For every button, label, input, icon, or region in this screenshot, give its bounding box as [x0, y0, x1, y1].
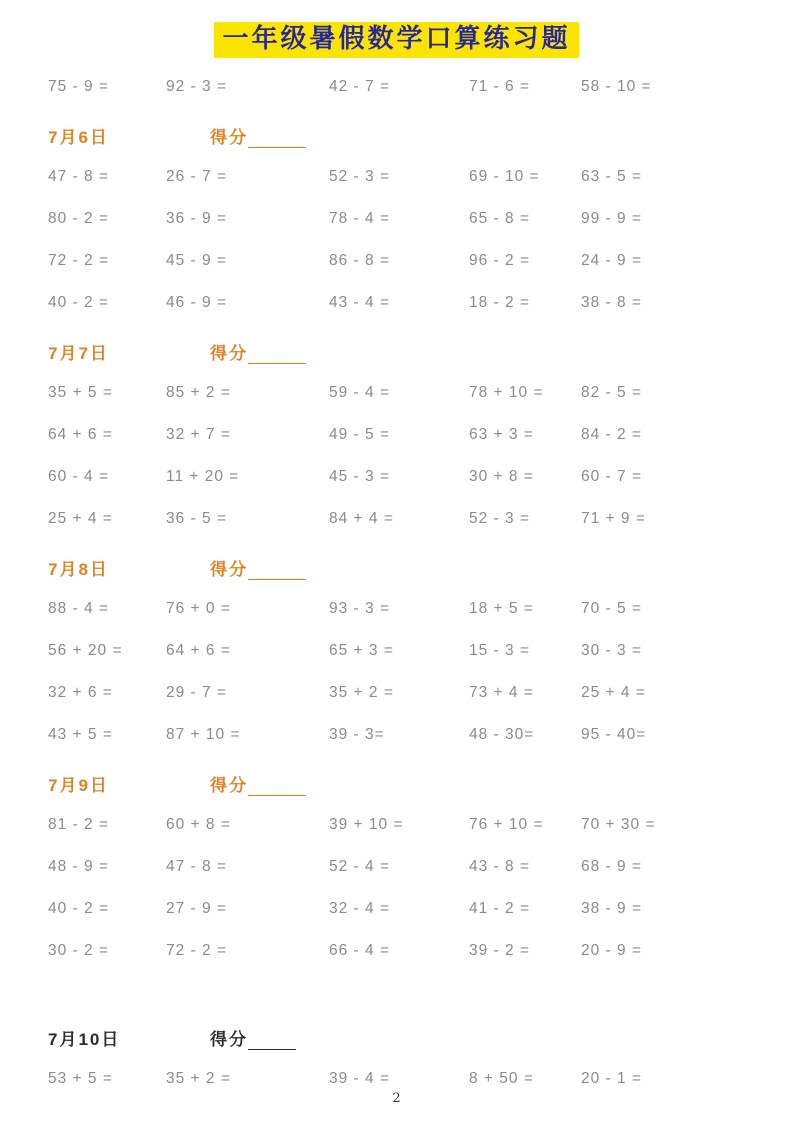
section-header	[0, 542, 793, 588]
problem-cell: 11 + 20 =	[166, 467, 240, 485]
problem-cell: 18 - 2 =	[469, 293, 530, 311]
problem-cell: 40 - 2 =	[48, 899, 109, 917]
problem-cell: 96 - 2 =	[469, 251, 530, 269]
problem-cell: 56 + 20 =	[48, 641, 123, 659]
problem-row	[0, 630, 793, 672]
problem-cell: 25 + 4 =	[581, 683, 646, 701]
problem-cell: 24 - 9 =	[581, 251, 642, 269]
problem-cell: 20 - 1 =	[581, 1069, 642, 1087]
problem-cell: 85 + 2 =	[166, 383, 231, 401]
problem-cell: 78 - 4 =	[329, 209, 390, 227]
problem-cell: 68 - 9 =	[581, 857, 642, 875]
problem-cell: 59 - 4 =	[329, 383, 390, 401]
problem-cell: 48 - 30=	[469, 725, 535, 743]
problem-cell: 71 - 6 =	[469, 77, 530, 95]
date-label: 7月7日	[48, 343, 109, 363]
worksheet-body	[0, 66, 793, 1100]
section-header	[0, 758, 793, 804]
problem-cell: 63 - 5 =	[581, 167, 642, 185]
problem-cell: 60 - 4 =	[48, 467, 109, 485]
problem-cell: 8 + 50 =	[469, 1069, 534, 1087]
problem-cell: 88 - 4 =	[48, 599, 109, 617]
problem-cell: 39 - 3=	[329, 725, 385, 743]
problem-cell: 70 + 30 =	[581, 815, 656, 833]
problem-cell: 64 + 6 =	[166, 641, 231, 659]
problem-row	[0, 588, 793, 630]
problem-cell: 32 + 6 =	[48, 683, 113, 701]
problem-row	[0, 414, 793, 456]
problem-cell: 71 + 9 =	[581, 509, 646, 527]
problem-row	[0, 156, 793, 198]
score-label: 得分	[210, 127, 248, 147]
score-label: 得分	[210, 343, 248, 363]
problem-row	[0, 240, 793, 282]
score-blank-line	[248, 131, 306, 148]
section-header	[0, 1012, 793, 1058]
problem-row	[0, 930, 793, 972]
problem-cell: 25 + 4 =	[48, 509, 113, 527]
problem-cell: 70 - 5 =	[581, 599, 642, 617]
page-number: 2	[392, 1091, 401, 1106]
problem-cell: 27 - 9 =	[166, 899, 227, 917]
page-title: 一年级暑假数学口算练习题	[214, 22, 578, 58]
score-blank-line	[248, 1033, 296, 1050]
problem-cell: 46 - 9 =	[166, 293, 227, 311]
problem-row	[0, 66, 793, 108]
problem-cell: 45 - 3 =	[329, 467, 390, 485]
problem-row	[0, 456, 793, 498]
problem-row	[0, 498, 793, 540]
problem-cell: 99 - 9 =	[581, 209, 642, 227]
problem-cell: 26 - 7 =	[166, 167, 227, 185]
date-label: 7月9日	[48, 775, 109, 795]
problem-cell: 92 - 3 =	[166, 77, 227, 95]
problem-cell: 52 - 4 =	[329, 857, 390, 875]
problem-cell: 81 - 2 =	[48, 815, 109, 833]
problem-cell: 95 - 40=	[581, 725, 647, 743]
problem-cell: 35 + 5 =	[48, 383, 113, 401]
date-label: 7月8日	[48, 559, 109, 579]
problem-cell: 40 - 2 =	[48, 293, 109, 311]
problem-cell: 32 + 7 =	[166, 425, 231, 443]
problem-cell: 42 - 7 =	[329, 77, 390, 95]
problem-cell: 47 - 8 =	[166, 857, 227, 875]
problem-row	[0, 372, 793, 414]
score-label: 得分	[210, 775, 248, 795]
problem-cell: 43 + 5 =	[48, 725, 113, 743]
problem-cell: 82 - 5 =	[581, 383, 642, 401]
problem-cell: 84 + 4 =	[329, 509, 394, 527]
problem-cell: 29 - 7 =	[166, 683, 227, 701]
problem-cell: 93 - 3 =	[329, 599, 390, 617]
problem-cell: 38 - 9 =	[581, 899, 642, 917]
problem-cell: 39 - 2 =	[469, 941, 530, 959]
problem-row	[0, 804, 793, 846]
problem-cell: 63 + 3 =	[469, 425, 534, 443]
problem-cell: 20 - 9 =	[581, 941, 642, 959]
problem-cell: 69 - 10 =	[469, 167, 540, 185]
problem-cell: 15 - 3 =	[469, 641, 530, 659]
problem-cell: 49 - 5 =	[329, 425, 390, 443]
problem-row	[0, 672, 793, 714]
problem-cell: 32 - 4 =	[329, 899, 390, 917]
problem-row	[0, 846, 793, 888]
section-header	[0, 110, 793, 156]
problem-cell: 43 - 8 =	[469, 857, 530, 875]
problem-cell: 73 + 4 =	[469, 683, 534, 701]
problem-cell: 38 - 8 =	[581, 293, 642, 311]
problem-cell: 30 + 8 =	[469, 467, 534, 485]
problem-cell: 36 - 9 =	[166, 209, 227, 227]
problem-cell: 39 + 10 =	[329, 815, 404, 833]
score-blank-line	[248, 779, 306, 796]
problem-cell: 47 - 8 =	[48, 167, 109, 185]
problem-cell: 35 + 2 =	[329, 683, 394, 701]
problem-cell: 86 - 8 =	[329, 251, 390, 269]
title-wrap	[0, 0, 793, 58]
problem-cell: 76 + 0 =	[166, 599, 231, 617]
problem-cell: 58 - 10 =	[581, 77, 652, 95]
problem-cell: 39 - 4 =	[329, 1069, 390, 1087]
problem-row	[0, 714, 793, 756]
problem-cell: 43 - 4 =	[329, 293, 390, 311]
problem-cell: 84 - 2 =	[581, 425, 642, 443]
problem-cell: 80 - 2 =	[48, 209, 109, 227]
problem-row	[0, 198, 793, 240]
problem-cell: 78 + 10 =	[469, 383, 544, 401]
problem-cell: 60 + 8 =	[166, 815, 231, 833]
problem-cell: 52 - 3 =	[329, 167, 390, 185]
problem-cell: 41 - 2 =	[469, 899, 530, 917]
problem-row	[0, 888, 793, 930]
problem-cell: 60 - 7 =	[581, 467, 642, 485]
score-label: 得分	[210, 1029, 248, 1049]
problem-cell: 64 + 6 =	[48, 425, 113, 443]
section-header	[0, 326, 793, 372]
problem-cell: 36 - 5 =	[166, 509, 227, 527]
problem-cell: 65 - 8 =	[469, 209, 530, 227]
problem-cell: 66 - 4 =	[329, 941, 390, 959]
problem-row	[0, 282, 793, 324]
problem-cell: 65 + 3 =	[329, 641, 394, 659]
score-blank-line	[248, 347, 306, 364]
problem-cell: 72 - 2 =	[48, 251, 109, 269]
problem-cell: 35 + 2 =	[166, 1069, 231, 1087]
problem-cell: 30 - 3 =	[581, 641, 642, 659]
problem-cell: 45 - 9 =	[166, 251, 227, 269]
score-blank-line	[248, 563, 306, 580]
score-label: 得分	[210, 559, 248, 579]
problem-cell: 87 + 10 =	[166, 725, 241, 743]
date-label: 7月10日	[48, 1029, 121, 1049]
problem-cell: 18 + 5 =	[469, 599, 534, 617]
problem-cell: 30 - 2 =	[48, 941, 109, 959]
date-label: 7月6日	[48, 127, 109, 147]
problem-cell: 53 + 5 =	[48, 1069, 113, 1087]
problem-cell: 76 + 10 =	[469, 815, 544, 833]
problem-cell: 75 - 9 =	[48, 77, 109, 95]
problem-cell: 48 - 9 =	[48, 857, 109, 875]
problem-cell: 72 - 2 =	[166, 941, 227, 959]
problem-cell: 52 - 3 =	[469, 509, 530, 527]
